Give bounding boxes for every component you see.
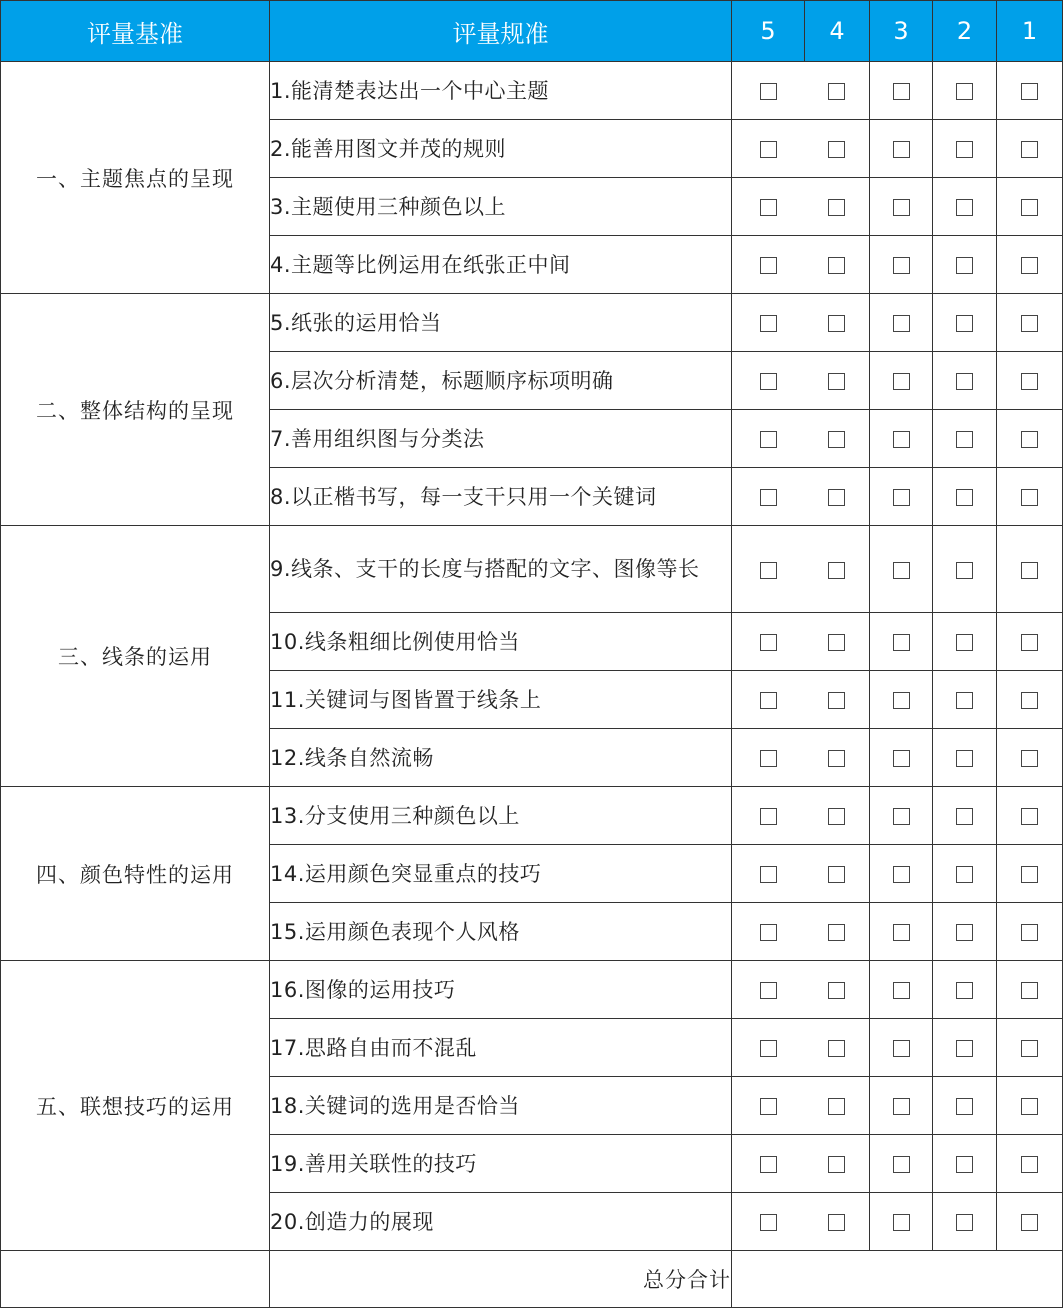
score-cell-4 [805, 352, 870, 410]
score-cell-1 [997, 1193, 1063, 1251]
score-cell-5 [732, 961, 805, 1019]
score-cell-4 [805, 1019, 870, 1077]
score-checkbox-1[interactable] [1021, 1098, 1038, 1115]
score-cell-3 [870, 178, 933, 236]
header-criteria: 评量规准 [270, 1, 732, 62]
score-cell-4 [805, 294, 870, 352]
score-checkbox-3[interactable] [893, 1156, 910, 1173]
score-checkbox-1[interactable] [1021, 634, 1038, 651]
score-cell-3 [870, 62, 933, 120]
criterion-text: 5.纸张的运用恰当 [270, 294, 732, 352]
score-cell-2 [933, 178, 997, 236]
score-checkbox-1[interactable] [1021, 83, 1038, 100]
score-checkbox-1[interactable] [1021, 924, 1038, 941]
score-cell-4 [805, 236, 870, 294]
score-checkbox-3[interactable] [893, 1098, 910, 1115]
score-cell-3 [870, 845, 933, 903]
score-checkbox-3[interactable] [893, 634, 910, 651]
score-cell-2 [933, 294, 997, 352]
score-cell-1 [997, 845, 1063, 903]
score-cell-1 [997, 961, 1063, 1019]
score-checkbox-1[interactable] [1021, 489, 1038, 506]
score-checkbox-2[interactable] [956, 431, 973, 448]
score-checkbox-5[interactable] [760, 431, 777, 448]
score-cell-5 [732, 236, 805, 294]
score-cell-4 [805, 613, 870, 671]
score-checkbox-3[interactable] [893, 692, 910, 709]
header-score-1: 1 [997, 1, 1063, 62]
score-cell-3 [870, 1019, 933, 1077]
score-cell-3 [870, 613, 933, 671]
score-cell-2 [933, 1077, 997, 1135]
total-blank-category [1, 1251, 270, 1308]
score-cell-1 [997, 120, 1063, 178]
score-checkbox-1[interactable] [1021, 373, 1038, 390]
score-cell-4 [805, 845, 870, 903]
score-checkbox-5[interactable] [760, 562, 777, 579]
score-checkbox-4[interactable] [828, 982, 845, 999]
score-cell-4 [805, 526, 870, 613]
score-checkbox-3[interactable] [893, 315, 910, 332]
score-checkbox-3[interactable] [893, 982, 910, 999]
score-cell-3 [870, 671, 933, 729]
score-checkbox-1[interactable] [1021, 257, 1038, 274]
score-cell-3 [870, 1077, 933, 1135]
score-checkbox-4[interactable] [828, 315, 845, 332]
criterion-text: 8.以正楷书写，每一支干只用一个关键词 [270, 468, 732, 526]
score-cell-2 [933, 410, 997, 468]
score-checkbox-4[interactable] [828, 750, 845, 767]
score-cell-3 [870, 468, 933, 526]
score-checkbox-2[interactable] [956, 866, 973, 883]
score-cell-4 [805, 1135, 870, 1193]
score-checkbox-5[interactable] [760, 373, 777, 390]
score-checkbox-1[interactable] [1021, 1156, 1038, 1173]
score-checkbox-5[interactable] [760, 199, 777, 216]
score-checkbox-2[interactable] [956, 489, 973, 506]
score-cell-5 [732, 178, 805, 236]
criterion-text: 17.思路自由而不混乱 [270, 1019, 732, 1077]
criterion-text: 12.线条自然流畅 [270, 729, 732, 787]
score-cell-3 [870, 526, 933, 613]
score-cell-1 [997, 613, 1063, 671]
score-checkbox-1[interactable] [1021, 808, 1038, 825]
score-checkbox-5[interactable] [760, 1098, 777, 1115]
score-cell-5 [732, 671, 805, 729]
score-cell-1 [997, 352, 1063, 410]
score-cell-2 [933, 1193, 997, 1251]
score-checkbox-4[interactable] [828, 431, 845, 448]
category-cell: 一、主题焦点的呈现 [1, 62, 270, 294]
score-checkbox-4[interactable] [828, 141, 845, 158]
score-checkbox-4[interactable] [828, 257, 845, 274]
header-score-2: 2 [933, 1, 997, 62]
score-checkbox-2[interactable] [956, 315, 973, 332]
score-checkbox-2[interactable] [956, 808, 973, 825]
header-score-3: 3 [870, 1, 933, 62]
criterion-text: 4.主题等比例运用在纸张正中间 [270, 236, 732, 294]
score-cell-3 [870, 236, 933, 294]
criterion-row [1, 787, 1063, 845]
score-cell-5 [732, 120, 805, 178]
score-checkbox-5[interactable] [760, 1214, 777, 1231]
score-checkbox-5[interactable] [760, 489, 777, 506]
criterion-text: 18.关键词的选用是否恰当 [270, 1077, 732, 1135]
criterion-text: 1.能清楚表达出一个中心主题 [270, 62, 732, 120]
score-checkbox-3[interactable] [893, 431, 910, 448]
score-cell-4 [805, 410, 870, 468]
score-checkbox-5[interactable] [760, 982, 777, 999]
score-cell-3 [870, 1193, 933, 1251]
score-cell-4 [805, 903, 870, 961]
score-checkbox-2[interactable] [956, 634, 973, 651]
score-checkbox-2[interactable] [956, 924, 973, 941]
score-cell-3 [870, 729, 933, 787]
score-cell-3 [870, 294, 933, 352]
score-checkbox-1[interactable] [1021, 866, 1038, 883]
criterion-text: 13.分支使用三种颜色以上 [270, 787, 732, 845]
score-checkbox-1[interactable] [1021, 1040, 1038, 1057]
score-cell-4 [805, 1077, 870, 1135]
score-checkbox-4[interactable] [828, 924, 845, 941]
score-checkbox-2[interactable] [956, 141, 973, 158]
score-cell-2 [933, 845, 997, 903]
score-checkbox-4[interactable] [828, 489, 845, 506]
score-cell-1 [997, 468, 1063, 526]
score-cell-1 [997, 729, 1063, 787]
score-cell-5 [732, 903, 805, 961]
score-checkbox-3[interactable] [893, 808, 910, 825]
criterion-row [1, 294, 1063, 352]
score-checkbox-1[interactable] [1021, 1214, 1038, 1231]
score-checkbox-4[interactable] [828, 199, 845, 216]
score-checkbox-1[interactable] [1021, 431, 1038, 448]
score-cell-5 [732, 526, 805, 613]
criterion-text: 3.主题使用三种颜色以上 [270, 178, 732, 236]
score-checkbox-1[interactable] [1021, 315, 1038, 332]
score-checkbox-2[interactable] [956, 562, 973, 579]
score-cell-3 [870, 1135, 933, 1193]
score-checkbox-5[interactable] [760, 750, 777, 767]
score-cell-2 [933, 1135, 997, 1193]
score-checkbox-2[interactable] [956, 982, 973, 999]
header-score-4: 4 [805, 1, 870, 62]
score-checkbox-3[interactable] [893, 83, 910, 100]
score-checkbox-1[interactable] [1021, 982, 1038, 999]
score-cell-5 [732, 1019, 805, 1077]
score-checkbox-2[interactable] [956, 373, 973, 390]
score-checkbox-4[interactable] [828, 562, 845, 579]
score-checkbox-5[interactable] [760, 141, 777, 158]
score-checkbox-3[interactable] [893, 373, 910, 390]
score-checkbox-4[interactable] [828, 1214, 845, 1231]
score-cell-1 [997, 294, 1063, 352]
score-checkbox-5[interactable] [760, 808, 777, 825]
score-cell-2 [933, 903, 997, 961]
score-cell-5 [732, 1135, 805, 1193]
header-score-5: 5 [732, 1, 805, 62]
score-cell-2 [933, 787, 997, 845]
score-cell-4 [805, 468, 870, 526]
score-checkbox-4[interactable] [828, 1156, 845, 1173]
score-cell-3 [870, 410, 933, 468]
score-cell-4 [805, 120, 870, 178]
score-checkbox-5[interactable] [760, 83, 777, 100]
score-cell-2 [933, 352, 997, 410]
score-checkbox-1[interactable] [1021, 692, 1038, 709]
score-cell-2 [933, 468, 997, 526]
score-checkbox-2[interactable] [956, 692, 973, 709]
score-checkbox-4[interactable] [828, 866, 845, 883]
score-cell-4 [805, 787, 870, 845]
score-cell-1 [997, 62, 1063, 120]
score-cell-4 [805, 178, 870, 236]
criterion-text: 7.善用组织图与分类法 [270, 410, 732, 468]
criterion-text: 20.创造力的展现 [270, 1193, 732, 1251]
score-cell-1 [997, 1019, 1063, 1077]
score-cell-2 [933, 236, 997, 294]
score-checkbox-2[interactable] [956, 750, 973, 767]
score-checkbox-3[interactable] [893, 141, 910, 158]
criterion-row [1, 961, 1063, 1019]
score-cell-3 [870, 903, 933, 961]
criterion-row [1, 526, 1063, 613]
score-checkbox-4[interactable] [828, 1098, 845, 1115]
score-cell-1 [997, 526, 1063, 613]
score-checkbox-3[interactable] [893, 257, 910, 274]
criterion-text: 6.层次分析清楚，标题顺序标项明确 [270, 352, 732, 410]
score-checkbox-3[interactable] [893, 1214, 910, 1231]
score-checkbox-4[interactable] [828, 634, 845, 651]
header-category: 评量基准 [1, 1, 270, 62]
score-cell-3 [870, 120, 933, 178]
score-checkbox-3[interactable] [893, 924, 910, 941]
score-cell-4 [805, 671, 870, 729]
score-checkbox-4[interactable] [828, 1040, 845, 1057]
score-cell-4 [805, 1193, 870, 1251]
score-checkbox-5[interactable] [760, 924, 777, 941]
score-checkbox-1[interactable] [1021, 199, 1038, 216]
score-checkbox-5[interactable] [760, 315, 777, 332]
score-cell-2 [933, 729, 997, 787]
score-checkbox-1[interactable] [1021, 141, 1038, 158]
score-cell-1 [997, 1077, 1063, 1135]
score-cell-4 [805, 729, 870, 787]
score-cell-2 [933, 671, 997, 729]
criterion-text: 15.运用颜色表现个人风格 [270, 903, 732, 961]
total-row [1, 1251, 1063, 1308]
score-checkbox-5[interactable] [760, 1040, 777, 1057]
total-score-field[interactable] [732, 1251, 1063, 1308]
criterion-text: 2.能善用图文并茂的规则 [270, 120, 732, 178]
score-cell-5 [732, 613, 805, 671]
score-cell-5 [732, 410, 805, 468]
score-checkbox-5[interactable] [760, 692, 777, 709]
score-checkbox-3[interactable] [893, 866, 910, 883]
score-checkbox-1[interactable] [1021, 562, 1038, 579]
score-checkbox-2[interactable] [956, 199, 973, 216]
score-cell-5 [732, 62, 805, 120]
score-checkbox-4[interactable] [828, 692, 845, 709]
score-cell-3 [870, 352, 933, 410]
score-cell-2 [933, 613, 997, 671]
score-cell-5 [732, 468, 805, 526]
score-checkbox-5[interactable] [760, 257, 777, 274]
score-cell-2 [933, 120, 997, 178]
score-checkbox-3[interactable] [893, 562, 910, 579]
score-checkbox-4[interactable] [828, 808, 845, 825]
score-cell-1 [997, 671, 1063, 729]
total-label: 总分合计 [270, 1251, 732, 1308]
score-checkbox-2[interactable] [956, 83, 973, 100]
score-cell-1 [997, 903, 1063, 961]
score-checkbox-5[interactable] [760, 1156, 777, 1173]
score-cell-2 [933, 526, 997, 613]
category-cell: 五、联想技巧的运用 [1, 961, 270, 1251]
score-checkbox-2[interactable] [956, 1214, 973, 1231]
score-cell-3 [870, 787, 933, 845]
criterion-text: 9.线条、支干的长度与搭配的文字、图像等长 [270, 526, 732, 613]
score-cell-5 [732, 294, 805, 352]
score-checkbox-4[interactable] [828, 373, 845, 390]
criterion-text: 16.图像的运用技巧 [270, 961, 732, 1019]
score-checkbox-1[interactable] [1021, 750, 1038, 767]
score-cell-2 [933, 1019, 997, 1077]
score-checkbox-3[interactable] [893, 199, 910, 216]
score-cell-5 [732, 1077, 805, 1135]
score-cell-5 [732, 845, 805, 903]
score-checkbox-2[interactable] [956, 1098, 973, 1115]
score-cell-5 [732, 1193, 805, 1251]
header-row [1, 1, 1063, 62]
score-cell-2 [933, 961, 997, 1019]
score-cell-5 [732, 787, 805, 845]
score-cell-2 [933, 62, 997, 120]
criterion-row [1, 62, 1063, 120]
category-cell: 四、颜色特性的运用 [1, 787, 270, 961]
criterion-text: 19.善用关联性的技巧 [270, 1135, 732, 1193]
rubric-body [1, 62, 1063, 1308]
score-cell-1 [997, 787, 1063, 845]
score-cell-5 [732, 352, 805, 410]
score-cell-1 [997, 178, 1063, 236]
score-checkbox-3[interactable] [893, 489, 910, 506]
category-cell: 三、线条的运用 [1, 526, 270, 787]
score-cell-1 [997, 410, 1063, 468]
criterion-text: 14.运用颜色突显重点的技巧 [270, 845, 732, 903]
score-cell-1 [997, 236, 1063, 294]
criterion-text: 10.线条粗细比例使用恰当 [270, 613, 732, 671]
score-checkbox-3[interactable] [893, 1040, 910, 1057]
score-checkbox-3[interactable] [893, 750, 910, 767]
score-checkbox-2[interactable] [956, 1040, 973, 1057]
score-checkbox-2[interactable] [956, 1156, 973, 1173]
criterion-text: 11.关键词与图皆置于线条上 [270, 671, 732, 729]
score-cell-5 [732, 729, 805, 787]
score-checkbox-5[interactable] [760, 634, 777, 651]
score-cell-1 [997, 1135, 1063, 1193]
score-cell-4 [805, 62, 870, 120]
score-cell-3 [870, 961, 933, 1019]
score-checkbox-2[interactable] [956, 257, 973, 274]
score-checkbox-4[interactable] [828, 83, 845, 100]
score-cell-4 [805, 961, 870, 1019]
score-checkbox-5[interactable] [760, 866, 777, 883]
category-cell: 二、整体结构的呈现 [1, 294, 270, 526]
